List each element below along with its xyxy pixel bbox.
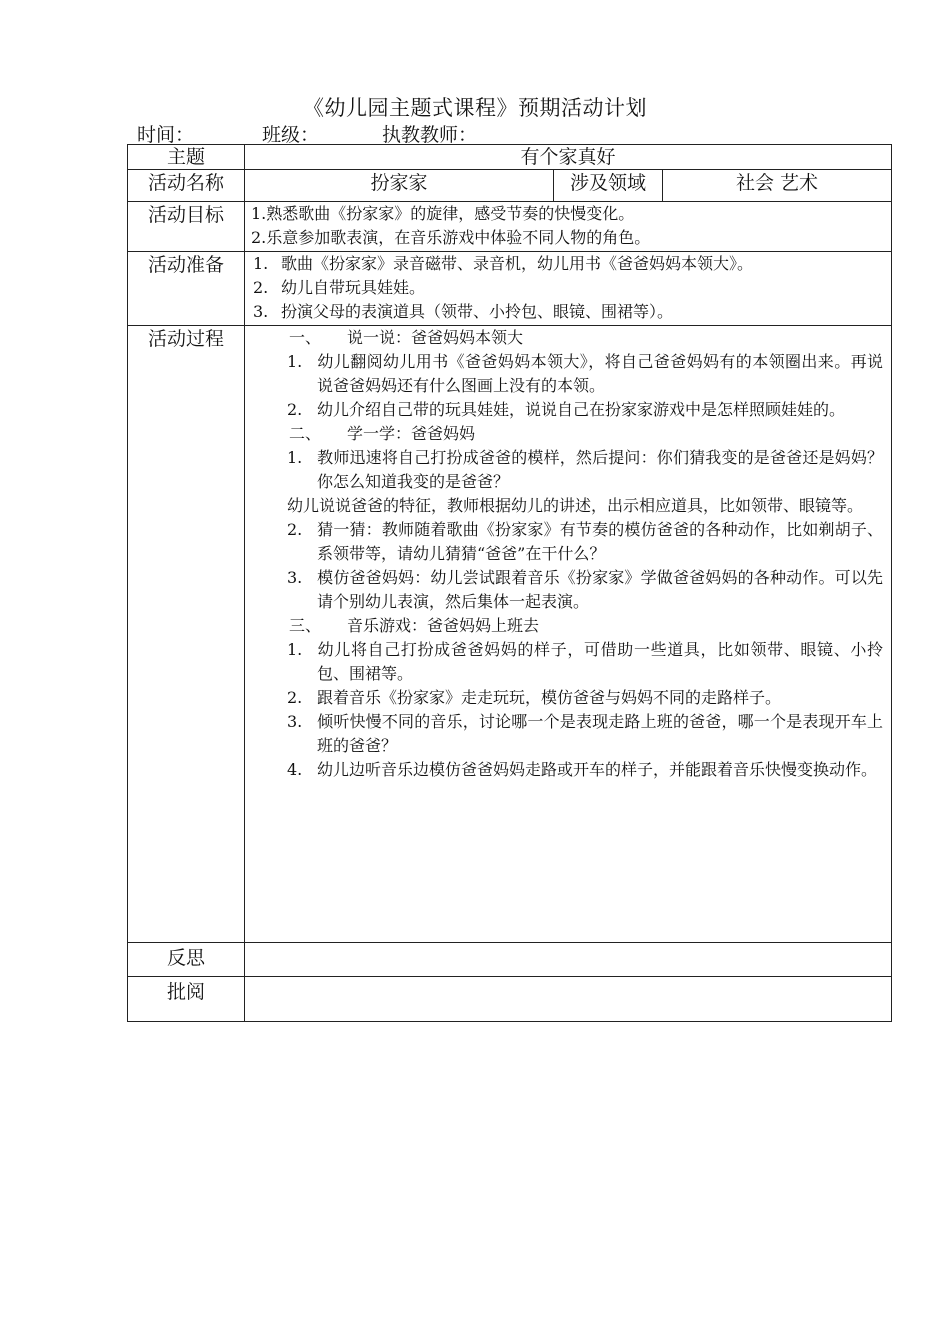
prep-content: [245, 252, 892, 326]
section-title: 学一学：爸爸妈妈: [347, 424, 476, 443]
prep-item-text: 幼儿自带玩具娃娃。: [281, 278, 426, 297]
domain-value: 社会 艺术: [663, 170, 892, 202]
item-text: 模仿爸爸妈妈：幼儿尝试跟着音乐《扮家家》学做爸爸妈妈的各种动作。可以先请个别幼儿表演，然后集体一起表演。: [317, 568, 884, 611]
goals-label: 活动目标: [128, 202, 245, 252]
item-text: 教师迅速将自己打扮成爸爸的模样，然后提问：你们猜我变的是爸爸还是妈妈？你怎么知道我变的是爸爸？: [317, 448, 884, 491]
prep-item-text: 歌曲《扮家家》录音磁带、录音机，幼儿用书《爸爸妈妈本领大》。: [281, 254, 754, 273]
prep-row: [128, 252, 892, 326]
prep-item-number: 2.: [253, 278, 269, 297]
class-label: 班级：: [262, 124, 320, 146]
review-label: 批阅: [128, 977, 245, 1022]
item-number: 4.: [287, 760, 303, 779]
header-meta: [137, 120, 477, 147]
theme-value: 有个家真好: [245, 145, 892, 170]
plan-table: [127, 144, 892, 1022]
process-note: 幼儿说说爸爸的特征，教师根据幼儿的讲述，出示相应道具，比如领带、眼镜等。: [287, 496, 864, 515]
section-heading: [287, 326, 883, 350]
process-item: [287, 398, 883, 422]
section-title: 说一说：爸爸妈妈本领大: [347, 328, 524, 347]
page-title: 《幼儿园主题式课程》预期活动计划: [303, 96, 647, 120]
process-label: 活动过程: [128, 326, 245, 943]
section-number: 一、: [289, 328, 322, 347]
activity-name-label: 活动名称: [128, 170, 245, 202]
process-item: [287, 350, 883, 398]
goals-row: [128, 202, 892, 252]
item-number: 3.: [287, 712, 303, 731]
section-heading: [287, 614, 883, 638]
item-number: 2.: [287, 688, 303, 707]
item-number: 2.: [287, 400, 303, 419]
item-text: 倾听快慢不同的音乐，讨论哪一个是表现走路上班的爸爸，哪一个是表现开车上班的爸爸？: [317, 712, 884, 755]
item-number: 1.: [287, 640, 303, 659]
theme-label: 主题: [128, 145, 245, 170]
prep-item: [253, 276, 891, 300]
prep-item-number: 3.: [253, 302, 269, 321]
prep-item-number: 1.: [253, 254, 269, 273]
section-heading: [287, 422, 883, 446]
process-row: [128, 326, 892, 943]
prep-item: [253, 252, 891, 276]
prep-item-text: 扮演父母的表演道具（领带、小拎包、眼镜、围裙等）。: [281, 302, 674, 321]
item-number: 1.: [287, 352, 303, 371]
teacher-label: 执教教师：: [382, 124, 478, 146]
item-text: 幼儿边听音乐边模仿爸爸妈妈走路或开车的样子，并能跟着音乐快慢变换动作。: [317, 760, 878, 779]
item-number: 3.: [287, 568, 303, 587]
process-item: [287, 638, 883, 686]
activity-name-value: 扮家家: [245, 170, 554, 202]
section-number: 二、: [289, 424, 322, 443]
activity-row: [128, 170, 892, 202]
process-item: [287, 686, 883, 710]
process-item: [287, 446, 883, 494]
reflection-value: [245, 943, 892, 977]
prep-label: 活动准备: [128, 252, 245, 326]
goals-content: [245, 202, 892, 252]
item-number: 2.: [287, 520, 303, 539]
item-text: 幼儿将自己打扮成爸爸妈妈的样子，可借助一些道具，比如领带、眼镜、小拎包、围裙等。: [317, 640, 884, 683]
section-title: 音乐游戏：爸爸妈妈上班去: [347, 616, 540, 635]
process-content: [245, 326, 892, 943]
item-text: 猜一猜：教师随着歌曲《扮家家》有节奏的模仿爸爸的各种动作，比如剃胡子、系领带等，请幼儿猜猜“爸爸”在干什么？: [317, 520, 884, 563]
process-item: [287, 710, 883, 758]
item-number: 1.: [287, 448, 303, 467]
goal-item: 1.熟悉歌曲《扮家家》的旋律，感受节奏的快慢变化。: [251, 204, 635, 223]
process-item: [287, 566, 883, 614]
review-value: [245, 977, 892, 1022]
process-item: [287, 518, 883, 566]
reflection-label: 反思: [128, 943, 245, 977]
item-text: 跟着音乐《扮家家》走走玩玩，模仿爸爸与妈妈不同的走路样子。: [317, 688, 782, 707]
time-label: 时间：: [137, 124, 195, 146]
reflection-row: [128, 943, 892, 977]
process-item: [287, 758, 883, 782]
item-text: 幼儿翻阅幼儿用书《爸爸妈妈本领大》，将自己爸爸妈妈有的本领圈出来。再说说爸爸妈妈还有什么图画上没有的本领。: [317, 352, 884, 395]
section-number: 三、: [289, 616, 322, 635]
theme-row: [128, 145, 892, 170]
domain-label: 涉及领域: [554, 170, 663, 202]
review-row: [128, 977, 892, 1022]
prep-item: [253, 300, 891, 324]
goal-item: 2.乐意参加歌表演，在音乐游戏中体验不同人物的角色。: [251, 228, 651, 247]
item-text: 幼儿介绍自己带的玩具娃娃，说说自己在扮家家游戏中是怎样照顾娃娃的。: [317, 400, 846, 419]
